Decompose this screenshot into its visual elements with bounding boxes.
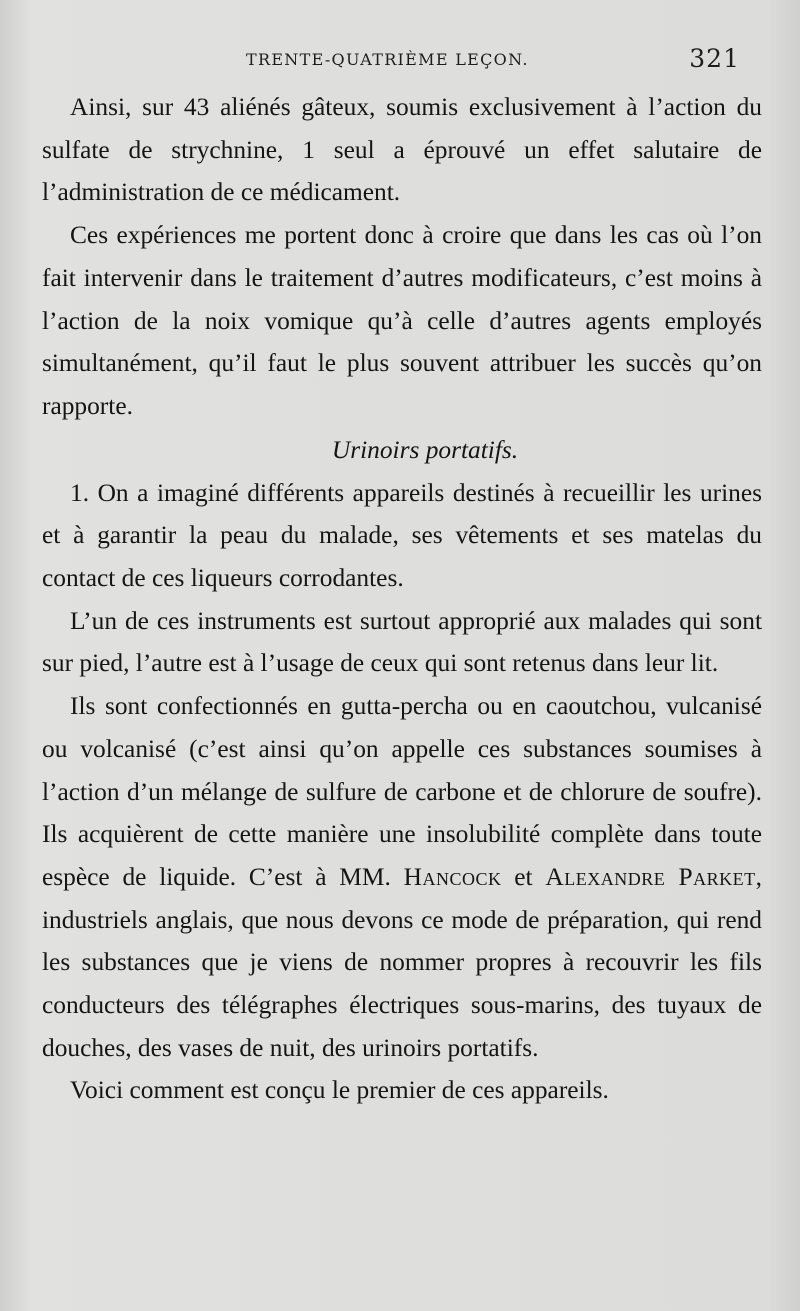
paragraph-experiences: Ces expériences me portent donc à croire que dans les cas où l’on fait intervenir dans le traitement d’autres modificateurs, c’est moins à l’action de la noix vomique qu’à celle d’autres agents employés simultanément, qu’il faut le plus souvent attribuer les succès qu’on rapporte. — [42, 221, 762, 420]
paragraph-instruments: L’un de ces instruments est surtout approprié aux malades qui sont sur pied, l’autre est à l’usage de ceux qui sont retenus dans leur lit. — [42, 606, 762, 678]
paragraph-strychnine-result: Ainsi, sur 43 aliénés gâteux, soumis exclusivement à l’action du sulfate de strychnine, 1 seul a éprouvé un effet salutaire de l’administration de ce médicament. — [42, 93, 762, 207]
person-name: Alexandre Parket — [545, 862, 756, 891]
running-title: TRENTE-QUATRIÈME LEÇON. — [246, 50, 529, 69]
running-head — [40, 44, 740, 80]
body-text — [42, 86, 762, 1112]
text-segment: Ils sont confectionnés en gutta-percha ou en caoutchou, vulcanisé ou volcanisé (c’est ainsi qu’on appelle ces substances soumises à l’action d’un mélange de sulfure de carbone et de chlorure de soufre). Ils acquièrent de cette manière une insolubilité complète dans toute espèce de liquide. C’est à MM. — [42, 692, 762, 891]
person-name: Hancock — [403, 862, 502, 891]
paragraph-voici: Voici comment est conçu le premier de ces appareils. — [70, 1076, 609, 1105]
text-segment: et — [514, 862, 533, 891]
page-number: 321 — [689, 44, 740, 73]
section-heading: Urinoirs portatifs. — [331, 435, 519, 464]
text-segment: , industriels anglais, que nous devons ce mode de préparation, qui rend les substances que je viens de nommer propres à recouvrir les fils conducteurs des télégraphes électriques sous-marins, des tuyaux de douches, des vases de nuit, des urinoirs portatifs. — [42, 862, 762, 1062]
paragraph-gutta-percha — [42, 685, 762, 1069]
paragraph-appareils: 1. On a imaginé différents appareils destinés à recueillir les urines et à garantir la peau du malade, ses vêtements et ses matelas du contact de ces liqueurs corrodantes. — [42, 478, 762, 593]
